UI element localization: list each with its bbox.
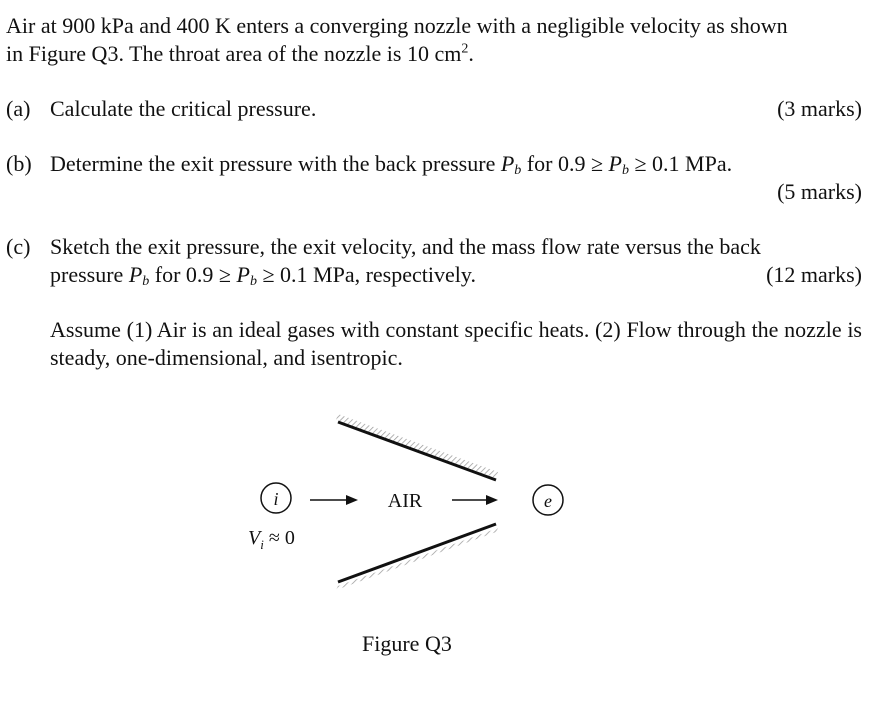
velocity-approx: ≈ 0 — [263, 527, 295, 549]
area-unit-exponent: 2 — [461, 41, 469, 57]
problem-intro — [6, 12, 866, 68]
nozzle-upper-wall — [336, 414, 498, 480]
question-c-range-end: ≥ 0.1 MPa, respectively. — [256, 262, 476, 287]
inlet-state-label: i — [273, 489, 279, 509]
inlet-state-marker — [261, 483, 291, 513]
question-b-label: (b) — [6, 151, 32, 176]
flow-arrow-right — [452, 495, 498, 505]
question-c-line-1: Sketch the exit pressure, the exit velocity, and the mass flow rate versus the back — [50, 234, 761, 259]
question-c-label: (c) — [6, 234, 31, 259]
exit-state-label: e — [544, 491, 552, 511]
question-b-marks: (5 marks) — [777, 179, 862, 204]
question-a-marks: (3 marks) — [777, 96, 862, 121]
velocity-subscript: i — [260, 537, 264, 552]
question-c-marks: (12 marks) — [766, 262, 862, 287]
question-c-line-2 — [50, 261, 862, 289]
figure-caption: Figure Q3 — [362, 631, 452, 656]
question-b-range-start: for 0.9 ≥ — [521, 151, 609, 176]
nozzle-lower-wall — [336, 524, 498, 590]
question-b — [6, 150, 862, 204]
question-a-text: Calculate the critical pressure. — [50, 96, 317, 121]
question-c-range-start: for 0.9 ≥ — [149, 262, 237, 287]
question-b-text-start: Determine the exit pressure with the back pressure — [50, 151, 501, 176]
back-pressure-symbol: P — [236, 262, 250, 287]
inlet-velocity-label — [248, 527, 295, 552]
back-pressure-symbol: P — [500, 151, 515, 176]
intro-line-2-end: . — [468, 41, 474, 66]
question-c-line-2-start: pressure — [50, 262, 129, 287]
back-pressure-subscript: b — [142, 274, 150, 289]
intro-line-2 — [6, 40, 866, 68]
flow-label: AIR — [387, 490, 423, 512]
assumptions: Assume (1) Air is an ideal gases with constant specific heats. (2) Flow through the nozzle is steady, one-dimensional, and isentropic. — [50, 317, 862, 370]
question-a-label: (a) — [6, 96, 31, 121]
back-pressure-subscript: b — [514, 163, 522, 178]
nozzle-figure — [230, 400, 610, 610]
back-pressure-subscript: b — [621, 163, 629, 178]
question-a — [6, 95, 862, 123]
intro-line-2-text: in Figure Q3. The throat area of the nozzle is 10 cm — [6, 41, 462, 66]
intro-line-1: Air at 900 kPa and 400 K enters a converging nozzle with a negligible velocity as shown — [6, 13, 788, 38]
back-pressure-subscript: b — [249, 274, 257, 289]
question-b-range-end: ≥ 0.1 MPa. — [628, 151, 733, 176]
question-b-text — [50, 150, 862, 178]
velocity-symbol: V — [248, 527, 261, 549]
question-c — [6, 233, 862, 289]
flow-arrow-left — [310, 495, 358, 505]
back-pressure-symbol: P — [608, 151, 622, 176]
back-pressure-symbol: P — [128, 262, 143, 287]
exit-state-marker — [533, 485, 563, 515]
